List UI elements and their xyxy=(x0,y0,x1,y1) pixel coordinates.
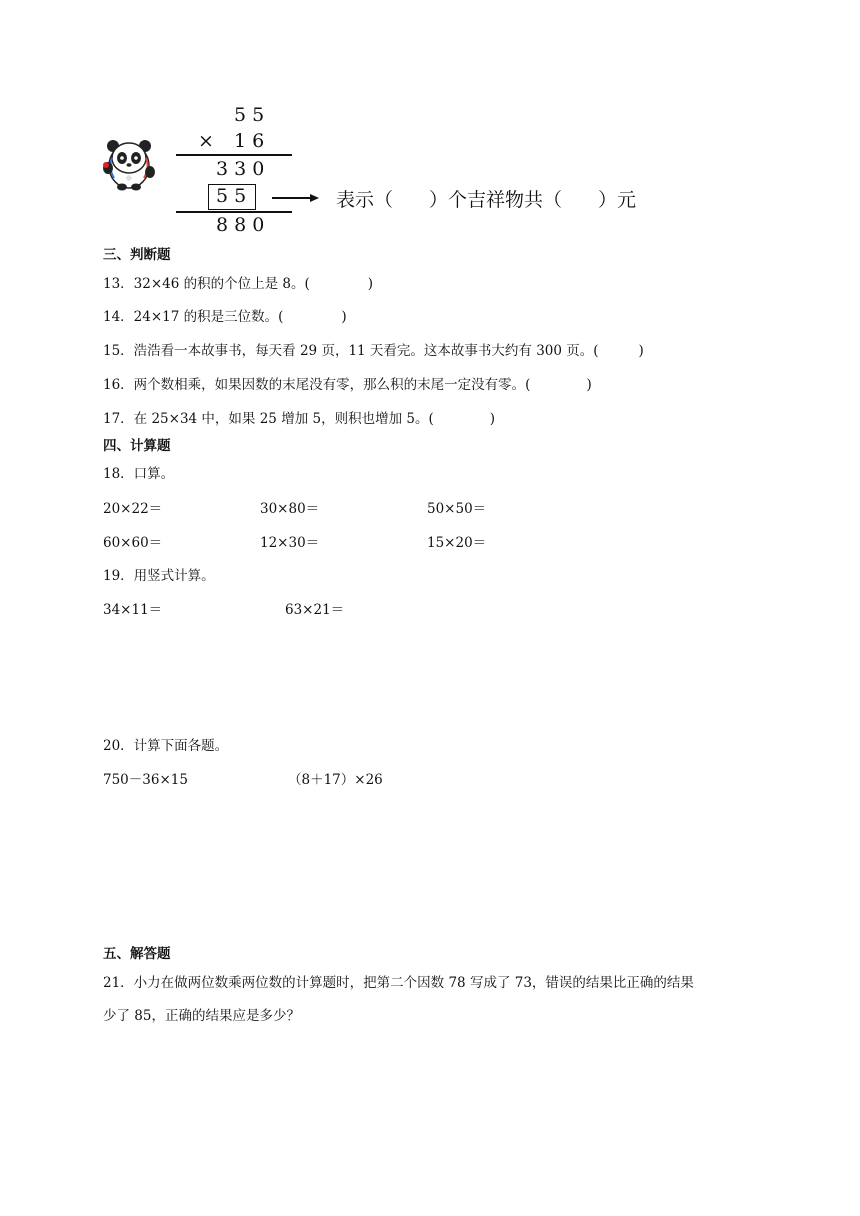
panda-mascot-icon xyxy=(100,132,158,192)
question-13-text: 13．32×46 的积的个位上是 8。( xyxy=(103,276,310,292)
oral-item: 20×22＝ xyxy=(103,501,163,517)
oral-item: 50×50＝ xyxy=(427,501,487,517)
boxed-partial-digits: 5 5 xyxy=(216,185,247,207)
question-14-text: 14．24×17 的积是三位数。( xyxy=(103,309,284,325)
oral-item: 30×80＝ xyxy=(260,501,320,517)
oral-item: 60×60＝ xyxy=(103,535,163,551)
svg-text:Ⓞ: Ⓞ xyxy=(126,176,132,182)
question-19: 19．用竖式计算。 xyxy=(103,568,215,584)
note-part3: ）元 xyxy=(598,189,637,211)
question-15: 15．浩浩看一本故事书，每天看 29 页，11 天看完。这本故事书大约有 300 页。( ) xyxy=(103,343,644,359)
section3-title: 三、判断题 xyxy=(103,247,171,263)
vertical-row1: 5 5 xyxy=(234,104,265,126)
question-21-line1: 21．小力在做两位数乘两位数的计算题时，把第二个因数 78 写成了 73，错误的结果比正确的结果 xyxy=(103,975,694,991)
question-13: 13．32×46 的积的个位上是 8。( ) xyxy=(103,276,374,292)
vertical-line-2 xyxy=(176,211,292,213)
vertical-row3: 3 3 0 xyxy=(216,158,265,180)
note-part1: 表示（ xyxy=(336,189,394,211)
question-14: 14．24×17 的积是三位数。( ) xyxy=(103,309,347,325)
mixed-item: （8＋17）×26 xyxy=(288,772,383,788)
section5-title: 五、解答题 xyxy=(103,946,171,962)
note-part2: ）个吉祥物共（ xyxy=(429,189,563,211)
vertical-result: 8 8 0 xyxy=(216,214,265,236)
oral-item: 15×20＝ xyxy=(427,535,487,551)
arrow-line xyxy=(272,197,312,199)
mascot-figure xyxy=(100,132,158,192)
question-18: 18．口算。 xyxy=(103,466,175,482)
question-21-line2: 少了 85，正确的结果应是多少？ xyxy=(103,1008,300,1024)
arrow-note xyxy=(336,185,636,212)
question-17: 17．在 25×34 中，如果 25 增加 5，则积也增加 5。( ) xyxy=(103,411,495,427)
vertical-row2: 1 6 xyxy=(234,130,265,152)
times-sign: × xyxy=(198,130,214,152)
vertical-item: 34×11＝ xyxy=(103,602,163,618)
section4-title: 四、计算题 xyxy=(103,438,171,454)
oral-item: 12×30＝ xyxy=(260,535,320,551)
mixed-item: 750－36×15 xyxy=(103,772,188,788)
question-17-text: 17．在 25×34 中，如果 25 增加 5，则积也增加 5。( xyxy=(103,411,434,427)
question-20: 20．计算下面各题。 xyxy=(103,738,229,754)
arrow-head-icon xyxy=(310,194,319,202)
vertical-line-1 xyxy=(176,154,292,156)
question-15-text: 15．浩浩看一本故事书，每天看 29 页，11 天看完。这本故事书大约有 300 页。( xyxy=(103,343,599,359)
vertical-item: 63×21＝ xyxy=(285,602,345,618)
question-16: 16．两个数相乘，如果因数的末尾没有零，那么积的末尾一定没有零。( ) xyxy=(103,377,592,393)
question-16-text: 16．两个数相乘，如果因数的末尾没有零，那么积的末尾一定没有零。( xyxy=(103,377,531,393)
